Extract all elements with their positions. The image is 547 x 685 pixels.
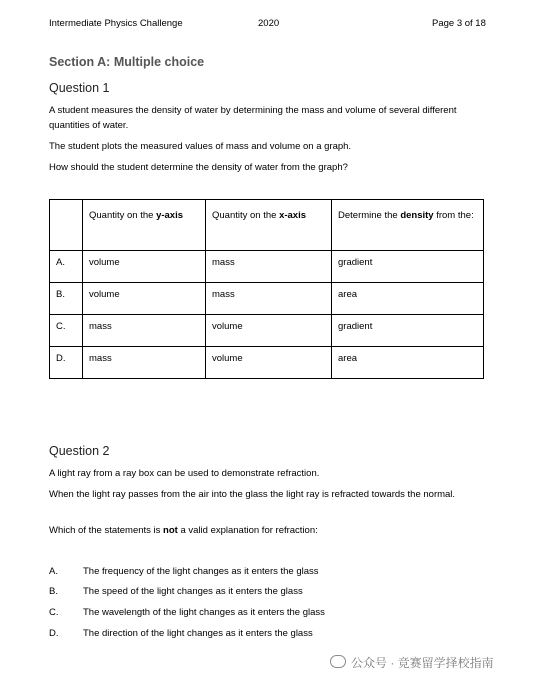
option-label: A. [49,566,58,577]
row-determine: gradient [332,251,484,283]
question-1-text-2: The student plots the measured values of mass and volume on a graph. [49,141,352,152]
option-label: C. [49,607,59,618]
question-2-title: Question 2 [49,444,110,458]
option-label: B. [49,586,58,597]
row-y-axis: volume [83,251,206,283]
header-page-number: Page 3 of 18 [432,18,486,29]
table-header-row [50,200,484,251]
row-x-axis: volume [206,315,332,347]
wechat-icon [330,655,346,668]
row-x-axis: volume [206,347,332,379]
header-year: 2020 [258,18,280,29]
table-row [50,315,484,347]
question-2-text-1: A light ray from a ray box can be used to demonstrate refraction. [49,468,320,479]
watermark-text: 公众号 · 竞赛留学择校指南 [351,656,494,670]
row-determine: area [332,283,484,315]
option-text: The direction of the light changes as it enters the glass [83,628,313,639]
row-y-axis: volume [83,283,206,315]
table-row [50,283,484,315]
table-header-x-axis: Quantity on the x-axis [206,200,332,251]
question-1-text-3: How should the student determine the density of water from the graph? [49,162,348,173]
option-text: The frequency of the light changes as it enters the glass [83,566,319,577]
option-label: D. [49,628,59,639]
table-header-blank [50,200,83,251]
option-text: The speed of the light changes as it enters the glass [83,586,303,597]
header-title: Intermediate Physics Challenge [49,18,183,29]
table-row [50,347,484,379]
row-x-axis: mass [206,283,332,315]
watermark [330,654,494,671]
row-label: D. [50,347,83,379]
row-label: B. [50,283,83,315]
row-y-axis: mass [83,315,206,347]
question-1-text-1: A student measures the density of water by determining the mass and volume of several different quantities of water. [49,105,457,131]
table-header-density: Determine the density from the: [332,200,484,251]
question-2-text-3: Which of the statements is not a valid explanation for refraction: [49,525,318,536]
row-y-axis: mass [83,347,206,379]
question-2-text-2: When the light ray passes from the air into the glass the light ray is refracted towards the normal. [49,489,456,500]
row-label: A. [50,251,83,283]
table-row [50,251,484,283]
table-header-y-axis: Quantity on the y-axis [83,200,206,251]
question-1-title: Question 1 [49,81,110,95]
row-determine: area [332,347,484,379]
answer-table [49,199,484,379]
row-x-axis: mass [206,251,332,283]
row-determine: gradient [332,315,484,347]
row-label: C. [50,315,83,347]
option-text: The wavelength of the light changes as it enters the glass [83,607,325,618]
section-title: Section A: Multiple choice [49,55,205,69]
